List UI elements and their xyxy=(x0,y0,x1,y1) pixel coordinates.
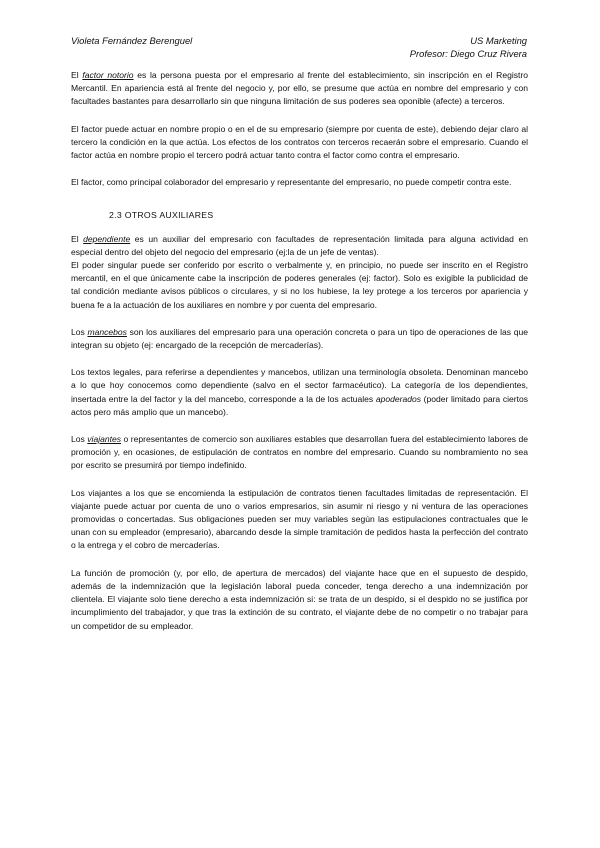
header-right xyxy=(410,34,527,60)
paragraph-factor-actuacion: El factor puede actuar en nombre propio o en el de su empresario (siempre por cuenta de este), debiendo dejar claro al tercero la condición en la que actúa. Los efectos de los contratos con terceros recaerán sobre el empresario. Cuando el factor actúa en nombre propio el tercero podrá actuar tanto contra el factor como contra el empresario. xyxy=(71,123,528,161)
paragraph-mancebos xyxy=(71,326,528,352)
paragraph-dependiente xyxy=(71,233,528,259)
term-apoderados: apoderados xyxy=(375,393,421,404)
paragraph-viajantes xyxy=(71,433,528,473)
section-heading: 2.3 OTROS AUXILIARES xyxy=(109,210,214,221)
paragraph-funcion-promocion: La función de promoción (y, por ello, de apertura de mercados) del viajante hace que en el supuesto de despido, además de la indemnización que la legislación laboral pueda conceder, tenga derecho a una indemnización por clientela. El viajante solo tiene derecho a esta indemnización si: se trata de un despido, si el despido no se justifica por incumplimiento del trabajador, y que tras la extinción de su contrato, el viajante debe de no competir o no trabajar para un competidor de su empleador. xyxy=(71,567,528,631)
term-mancebos: mancebos xyxy=(87,326,127,337)
term-dependiente: dependiente xyxy=(83,233,131,244)
text-run: Los xyxy=(71,326,88,337)
text-run: El xyxy=(71,233,84,244)
text-run: Los textos legales, para referirse a dependientes y mancebos, utilizan una terminología obsoleta. Denominan mancebo a lo que hoy conocemos como dependiente (salvo en el sector farmacéutico). La categoría de los dependientes, insertada entre la del factor y la del mancebo, corresponde a la de los actuales xyxy=(71,367,528,404)
document-body xyxy=(71,69,528,647)
header-course: US Marketing xyxy=(470,35,527,46)
header-author: Violeta Fernández Berenguel xyxy=(71,35,193,46)
paragraph-poder-singular: El poder singular puede ser conferido por escrito o verbalmente y, en principio, no puede ser inscrito en el Registro mercantil, en el que únicamente cabe la inscripción de poderes generales (ej: factor). Solo es exigible la publicidad de tal condición mediante avisos públicos o circulares, y si no los hubiese, la ley protege a los terceros por apariencia y buena fe a la actuación de los auxiliares en nombre y por cuenta del empresario. xyxy=(71,260,528,310)
text-run: es un auxiliar del empresario con facultades de representación limitada para alguna actividad en especial dentro del objeto del negocio del empresario (ej:la de un jefe de ventas). xyxy=(71,233,528,257)
text-run: El xyxy=(71,70,83,80)
text-run: son los auxiliares del empresario para una operación concreta o para un tipo de operaciones de las que integran su objeto (ej: encargado de la recepción de mercaderías). xyxy=(71,326,529,351)
text-run: es la persona puesta por el empresario al frente del establecimiento, sin inscripción en el Registro Mercantil. En apariencia está al frente del negocio y, por ello, se presume que actúa en nombre del empresario y con facultades bastantes para desarrollarlo sin que ninguna limitación de sus poderes sea oponible (afecte) a terceros. xyxy=(71,70,528,107)
paragraph-textos-legales xyxy=(71,366,528,419)
text-run: o representantes de comercio son auxiliares estables que desarrollan fuera del establecimiento labores de promoción y, en ocasiones, de estipulación de contratos en nombre del empresario. Cuando su nombramiento no sea por escrito se presumirá por tiempo indefinido. xyxy=(71,434,529,471)
text-run: Los xyxy=(71,434,88,445)
text-run: (poder limitado para ciertos actos pero más amplio que un mancebo). xyxy=(71,393,529,417)
paragraph-viajantes-facultades: Los viajantes a los que se encomienda la estipulación de contratos tienen facultades limitadas de representación. El viajante puede actuar por cuenta de uno o varios empresarios, sin asumir ni riesgo y ni ventura de las operaciones promovidas o concertadas. Sus obligaciones pueden ser muy variables según las estipulaciones contractuales que le unan con su empleador (empresario), abarcando desde la simple tramitación de pedidos hasta la perfección del contrato o la entrega y el cobro de mercaderías. xyxy=(71,487,528,551)
paragraph-factor-competencia: El factor, como principal colaborador del empresario y representante del empresario, no puede competir contra este. xyxy=(71,177,512,188)
term-factor-notorio: factor notorio xyxy=(82,70,134,80)
header-professor: Profesor: Diego Cruz Rivera xyxy=(409,48,527,59)
term-viajantes: viajantes xyxy=(87,434,122,445)
paragraph-factor-notorio xyxy=(71,69,528,109)
